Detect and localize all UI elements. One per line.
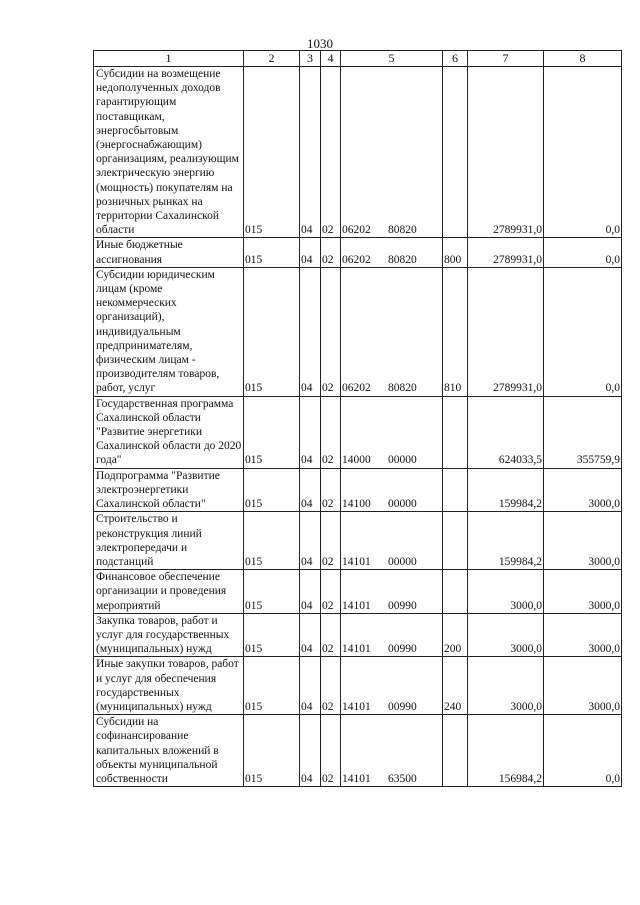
cell-amount-col7: 3000,0: [468, 657, 544, 715]
cell-expense-type: 200: [443, 613, 468, 657]
cell-expense-type: [443, 715, 468, 787]
cell-expense-type: [443, 512, 468, 570]
cell-amount-col8: 3000,0: [544, 468, 622, 512]
table-row: [94, 238, 622, 267]
cell-subsection: 02: [321, 570, 341, 614]
cell-ministry: 015: [244, 512, 300, 570]
target-article-direction: 00000: [388, 454, 417, 467]
row-name: Субсидии юридическим лицам (кроме некоммерческих организаций), индивидуальным предпринимателям, физическим лицам - производителям товаров, работ, услуг: [94, 267, 244, 396]
target-article-program: 06202: [342, 382, 371, 395]
cell-amount-col8: 0,0: [544, 267, 622, 396]
row-name: Государственная программа Сахалинской области "Развитие энергетики Сахалинской области до 2020 года": [94, 396, 244, 468]
row-name: Иные бюджетные ассигнования: [94, 238, 244, 267]
column-header: 4: [321, 51, 341, 67]
cell-expense-type: [443, 67, 468, 238]
cell-ministry: 015: [244, 396, 300, 468]
table-row: [94, 657, 622, 715]
cell-expense-type: 810: [443, 267, 468, 396]
cell-subsection: 02: [321, 468, 341, 512]
cell-amount-col7: 159984,2: [468, 468, 544, 512]
table-row: [94, 570, 622, 614]
cell-section: 04: [300, 67, 321, 238]
cell-amount-col7: 2789931,0: [468, 67, 544, 238]
target-article-direction: 63500: [388, 772, 417, 785]
column-header: 1: [94, 51, 244, 67]
cell-amount-col7: 2789931,0: [468, 267, 544, 396]
cell-ministry: 015: [244, 67, 300, 238]
cell-subsection: 02: [321, 715, 341, 787]
table-header: [94, 51, 622, 67]
cell-amount-col8: 3000,0: [544, 570, 622, 614]
target-article-program: 14000: [342, 454, 371, 467]
row-name: Субсидии на возмещение недополученных доходов гарантирующим поставщикам, энергосбытовым (энергоснабжающим) организациям, реализующим электрическую энергию (мощность) покупателям на розничных рынках на территории Сахалинской области: [94, 67, 244, 238]
cell-target-article: [341, 238, 443, 267]
cell-section: 04: [300, 657, 321, 715]
cell-ministry: 015: [244, 238, 300, 267]
target-article-direction: 80820: [388, 253, 417, 266]
cell-section: 04: [300, 613, 321, 657]
cell-ministry: 015: [244, 468, 300, 512]
cell-target-article: [341, 512, 443, 570]
cell-amount-col7: 156984,2: [468, 715, 544, 787]
target-article-program: 14101: [342, 643, 371, 656]
column-header: 8: [544, 51, 622, 67]
target-article-program: 14101: [342, 555, 371, 568]
cell-expense-type: [443, 468, 468, 512]
target-article-program: 06202: [342, 224, 371, 237]
cell-section: 04: [300, 396, 321, 468]
cell-ministry: 015: [244, 570, 300, 614]
cell-section: 04: [300, 238, 321, 267]
table-row: [94, 613, 622, 657]
row-name: Субсидии на софинансирование капитальных вложений в объекты муниципальной собственности: [94, 715, 244, 787]
cell-expense-type: [443, 396, 468, 468]
cell-section: 04: [300, 570, 321, 614]
table-row: [94, 67, 622, 238]
cell-expense-type: 240: [443, 657, 468, 715]
row-name: Финансовое обеспечение организации и проведения мероприятий: [94, 570, 244, 614]
target-article-direction: 00000: [388, 498, 417, 511]
budget-table: [93, 50, 622, 787]
cell-ministry: 015: [244, 613, 300, 657]
target-article-direction: 00990: [388, 700, 417, 713]
target-article-program: 14100: [342, 498, 371, 511]
target-article-program: 14101: [342, 700, 371, 713]
cell-section: 04: [300, 267, 321, 396]
cell-amount-col7: 159984,2: [468, 512, 544, 570]
target-article-direction: 00990: [388, 599, 417, 612]
cell-amount-col7: 2789931,0: [468, 238, 544, 267]
cell-amount-col8: 3000,0: [544, 512, 622, 570]
cell-amount-col8: 0,0: [544, 238, 622, 267]
target-article-direction: 80820: [388, 224, 417, 237]
column-header: 7: [468, 51, 544, 67]
cell-subsection: 02: [321, 267, 341, 396]
cell-expense-type: 800: [443, 238, 468, 267]
cell-subsection: 02: [321, 238, 341, 267]
row-name: Иные закупки товаров, работ и услуг для обеспечения государственных (муниципальных) нужд: [94, 657, 244, 715]
column-header: 6: [443, 51, 468, 67]
target-article-direction: 00990: [388, 643, 417, 656]
cell-subsection: 02: [321, 613, 341, 657]
cell-amount-col8: 355759,9: [544, 396, 622, 468]
target-article-direction: 80820: [388, 382, 417, 395]
target-article-program: 06202: [342, 253, 371, 266]
cell-subsection: 02: [321, 396, 341, 468]
cell-target-article: [341, 67, 443, 238]
table-row: [94, 468, 622, 512]
cell-expense-type: [443, 570, 468, 614]
cell-amount-col8: 0,0: [544, 67, 622, 238]
cell-section: 04: [300, 512, 321, 570]
row-name: Закупка товаров, работ и услуг для государственных (муниципальных) нужд: [94, 613, 244, 657]
row-name: Подпрограмма "Развитие электроэнергетики Сахалинской области": [94, 468, 244, 512]
cell-ministry: 015: [244, 715, 300, 787]
table-row: [94, 267, 622, 396]
cell-target-article: [341, 396, 443, 468]
cell-target-article: [341, 468, 443, 512]
column-header: 2: [244, 51, 300, 67]
cell-subsection: 02: [321, 512, 341, 570]
page-number: 1030: [307, 36, 333, 51]
cell-ministry: 015: [244, 657, 300, 715]
cell-target-article: [341, 613, 443, 657]
target-article-program: 14101: [342, 772, 371, 785]
column-header: 5: [341, 51, 443, 67]
cell-target-article: [341, 267, 443, 396]
target-article-direction: 00000: [388, 555, 417, 568]
cell-subsection: 02: [321, 67, 341, 238]
cell-section: 04: [300, 468, 321, 512]
cell-subsection: 02: [321, 657, 341, 715]
cell-target-article: [341, 715, 443, 787]
cell-amount-col8: 0,0: [544, 715, 622, 787]
table-row: [94, 396, 622, 468]
table-row: [94, 512, 622, 570]
cell-amount-col7: 624033,5: [468, 396, 544, 468]
cell-section: 04: [300, 715, 321, 787]
row-name: Строительство и реконструкция линий электропередачи и подстанций: [94, 512, 244, 570]
target-article-program: 14101: [342, 599, 371, 612]
cell-amount-col7: 3000,0: [468, 613, 544, 657]
cell-target-article: [341, 570, 443, 614]
cell-amount-col8: 3000,0: [544, 613, 622, 657]
cell-ministry: 015: [244, 267, 300, 396]
cell-amount-col7: 3000,0: [468, 570, 544, 614]
table-row: [94, 715, 622, 787]
cell-amount-col8: 3000,0: [544, 657, 622, 715]
column-header: 3: [300, 51, 321, 67]
cell-target-article: [341, 657, 443, 715]
